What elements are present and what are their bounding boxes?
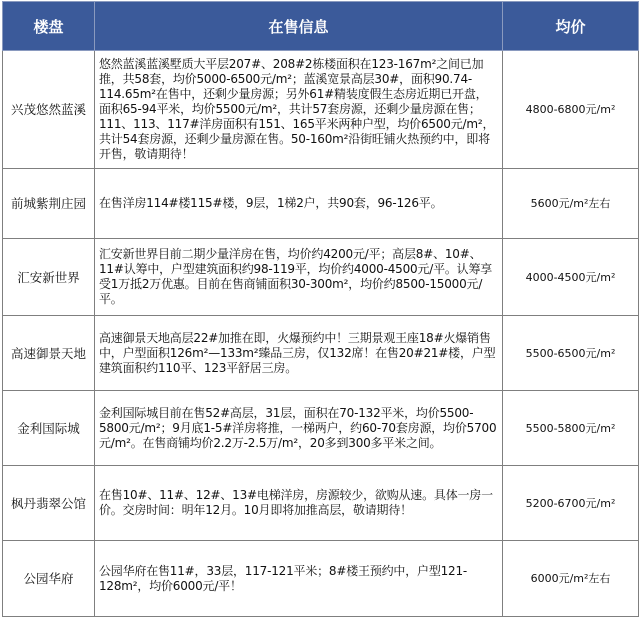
sale-info: 悠然蓝溪蓝溪墅质大平层207#、208#2栋楼面积在123-167m²之间已加推，共58套，均价5000-6500元/m²；蓝溪宽景高层30#，面积90.74-114.65m²在售中，还剩少量房源；另外61#精装度假生态房近期已开盘，面积65-94平米，均价5500元/m²，共计57套房源，还剩少量房源在售；111、113、117#洋房面积有151、165平米两种户型，均价6500元/m²，共计54套房源，还剩少量房源在售。50-160m²沿街旺铺火热预约中，即将开售，敬请期待！ (95, 51, 503, 169)
table-row (3, 466, 639, 541)
table-row (3, 51, 639, 169)
header-price: 均价 (503, 2, 639, 51)
project-name: 汇安新世界 (3, 239, 95, 316)
housing-table (2, 1, 639, 617)
sale-info: 公园华府在售11#，33层，117-121平米；8#楼王预约中，户型121-128m²，均价6000元/平！ (95, 541, 503, 617)
avg-price: 6000元/m²左右 (503, 541, 639, 617)
project-name: 高速御景天地 (3, 316, 95, 391)
header-info: 在售信息 (95, 2, 503, 51)
table-row (3, 169, 639, 239)
project-name: 兴茂悠然蓝溪 (3, 51, 95, 169)
sale-info: 在售10#、11#、12#、13#电梯洋房，房源较少，欲购从速。具体一房一价。交房时间：明年12月。10月即将加推高层，敬请期待！ (95, 466, 503, 541)
avg-price: 4800-6800元/m² (503, 51, 639, 169)
sale-info: 在售洋房114#楼115#楼，9层，1梯2户，共90套，96-126平。 (95, 169, 503, 239)
avg-price: 5600元/m²左右 (503, 169, 639, 239)
avg-price: 5500-5800元/m² (503, 391, 639, 466)
table-row (3, 316, 639, 391)
project-name: 公园华府 (3, 541, 95, 617)
sale-info: 金利国际城目前在售52#高层，31层，面积在70-132平米，均价5500-5800元/m²；9月底1-5#洋房将推，一梯两户，约60-70套房源，均价5700元/m²。在售商铺均价2.2万-2.5万/m²，20多到300多平米之间。 (95, 391, 503, 466)
table-header-row (3, 2, 639, 51)
project-name: 金利国际城 (3, 391, 95, 466)
project-name: 枫丹翡翠公馆 (3, 466, 95, 541)
sale-info: 汇安新世界目前二期少量洋房在售，均价约4200元/平；高层8#、10#、11#认筹中，户型建筑面积约98-119平，均价约4000-4500元/平。认筹享受1万抵2万优惠。目前在售商铺面积30-300m²，均价约8500-15000元/平。 (95, 239, 503, 316)
table-row (3, 239, 639, 316)
avg-price: 4000-4500元/m² (503, 239, 639, 316)
table-row (3, 391, 639, 466)
avg-price: 5200-6700元/m² (503, 466, 639, 541)
project-name: 前城紫荆庄园 (3, 169, 95, 239)
header-name: 楼盘 (3, 2, 95, 51)
sale-info: 高速御景天地高层22#加推在即，火爆预约中！三期景观王座18#火爆销售中，户型面积126m²—133m²臻品三房，仅132席！在售20#21#楼，户型建筑面积约110平、123平舒居三房。 (95, 316, 503, 391)
table-row (3, 541, 639, 617)
avg-price: 5500-6500元/m² (503, 316, 639, 391)
